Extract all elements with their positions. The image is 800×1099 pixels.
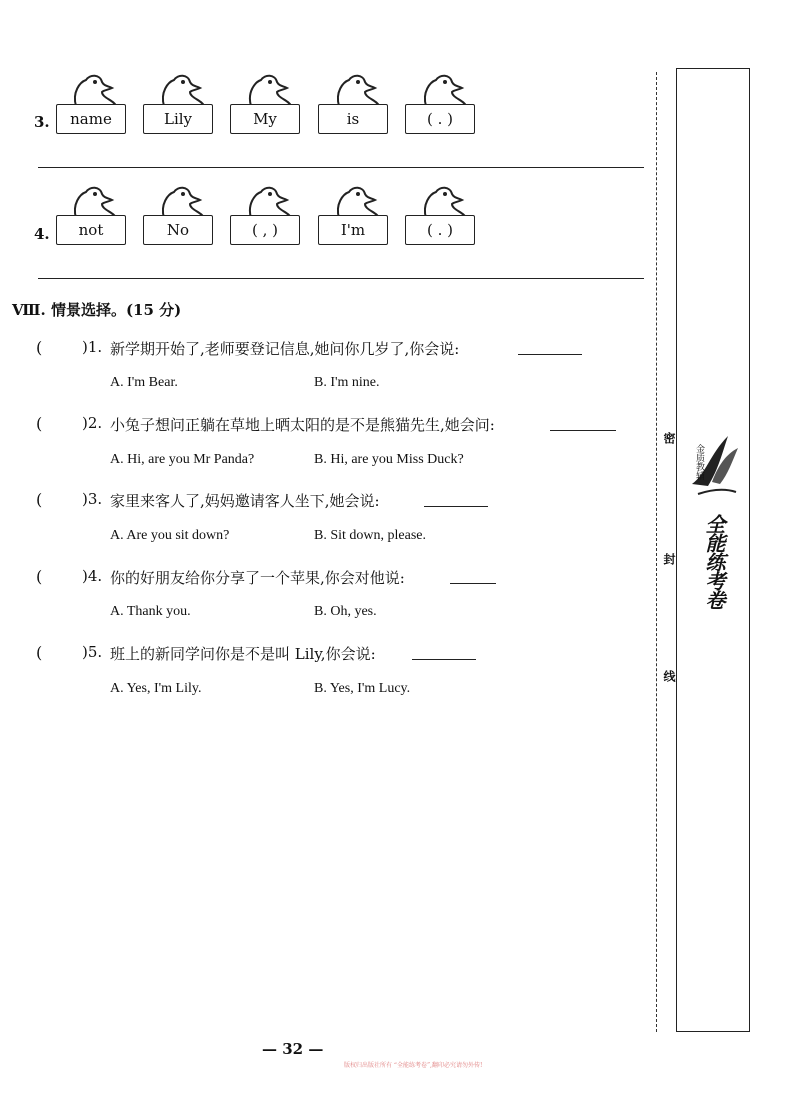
answer-blank[interactable] xyxy=(450,569,496,584)
binding-label-seal: 密 xyxy=(662,432,676,444)
duck-icon xyxy=(237,72,297,108)
word-card[interactable]: My xyxy=(230,104,300,134)
duck-icon xyxy=(325,72,385,108)
word-card[interactable]: Lily xyxy=(143,104,213,134)
answer-line xyxy=(38,278,644,279)
word-card[interactable]: is xyxy=(318,104,388,134)
answer-paren-open[interactable]: ( xyxy=(36,490,43,509)
option-a: A. Hi, are you Mr Panda? xyxy=(110,452,255,467)
question-number: )5. xyxy=(82,643,103,661)
question-number: )3. xyxy=(82,490,103,508)
option-b: B. Oh, yes. xyxy=(314,604,377,619)
binding-label-line: 线 xyxy=(662,670,676,682)
answer-blank[interactable] xyxy=(412,645,476,660)
brand-wordmark: 全能练考卷 xyxy=(702,514,726,609)
page-number: — 32 — xyxy=(262,1040,324,1058)
section-title: Ⅷ. 情景选择。(15 分) xyxy=(12,301,182,319)
word-card[interactable]: not xyxy=(56,215,126,245)
duck-icon xyxy=(412,72,472,108)
word-card[interactable]: ( . ) xyxy=(405,215,475,245)
question-text: 新学期开始了,老师要登记信息,她问你几岁了,你会说: xyxy=(110,340,460,358)
option-a: A. Thank you. xyxy=(110,604,191,619)
answer-paren-open[interactable]: ( xyxy=(36,567,43,586)
answer-line xyxy=(38,167,644,168)
footer-note: 版权归出版社所有 “全能练考卷”,翻印必究请勿外传! xyxy=(344,1062,483,1069)
answer-paren-open[interactable]: ( xyxy=(36,338,43,357)
question-text: 小兔子想问正躺在草地上晒太阳的是不是熊猫先生,她会问: xyxy=(110,416,495,434)
question-text: 班上的新同学问你是不是叫 Lily,你会说: xyxy=(110,645,376,663)
question-text: 家里来客人了,妈妈邀请客人坐下,她会说: xyxy=(110,492,380,510)
row-number: 4. xyxy=(34,225,50,243)
option-b: B. I'm nine. xyxy=(314,375,380,390)
question-number: )2. xyxy=(82,414,103,432)
question-number: )1. xyxy=(82,338,103,356)
answer-blank[interactable] xyxy=(550,416,616,431)
answer-blank[interactable] xyxy=(518,340,582,355)
publisher-name: 金质教辅 xyxy=(694,444,704,480)
answer-paren-open[interactable]: ( xyxy=(36,414,43,433)
answer-blank[interactable] xyxy=(424,492,488,507)
binding-label-seal: 封 xyxy=(662,553,676,565)
option-b: B. Sit down, please. xyxy=(314,528,426,543)
question-text: 你的好朋友给你分享了一个苹果,你会对他说: xyxy=(110,569,405,587)
duck-icon xyxy=(62,72,122,108)
option-a: A. Are you sit down? xyxy=(110,528,230,543)
question-number: )4. xyxy=(82,567,103,585)
option-a: A. Yes, I'm Lily. xyxy=(110,681,202,696)
row-number: 3. xyxy=(34,113,50,131)
answer-paren-open[interactable]: ( xyxy=(36,643,43,662)
word-card[interactable]: I'm xyxy=(318,215,388,245)
word-card[interactable]: ( , ) xyxy=(230,215,300,245)
word-card[interactable]: No xyxy=(143,215,213,245)
option-b: B. Hi, are you Miss Duck? xyxy=(314,452,464,467)
binding-cut-line xyxy=(656,72,657,1032)
option-b: B. Yes, I'm Lucy. xyxy=(314,681,411,696)
duck-icon xyxy=(150,72,210,108)
word-card[interactable]: ( . ) xyxy=(405,104,475,134)
word-card[interactable]: name xyxy=(56,104,126,134)
option-a: A. I'm Bear. xyxy=(110,375,178,390)
